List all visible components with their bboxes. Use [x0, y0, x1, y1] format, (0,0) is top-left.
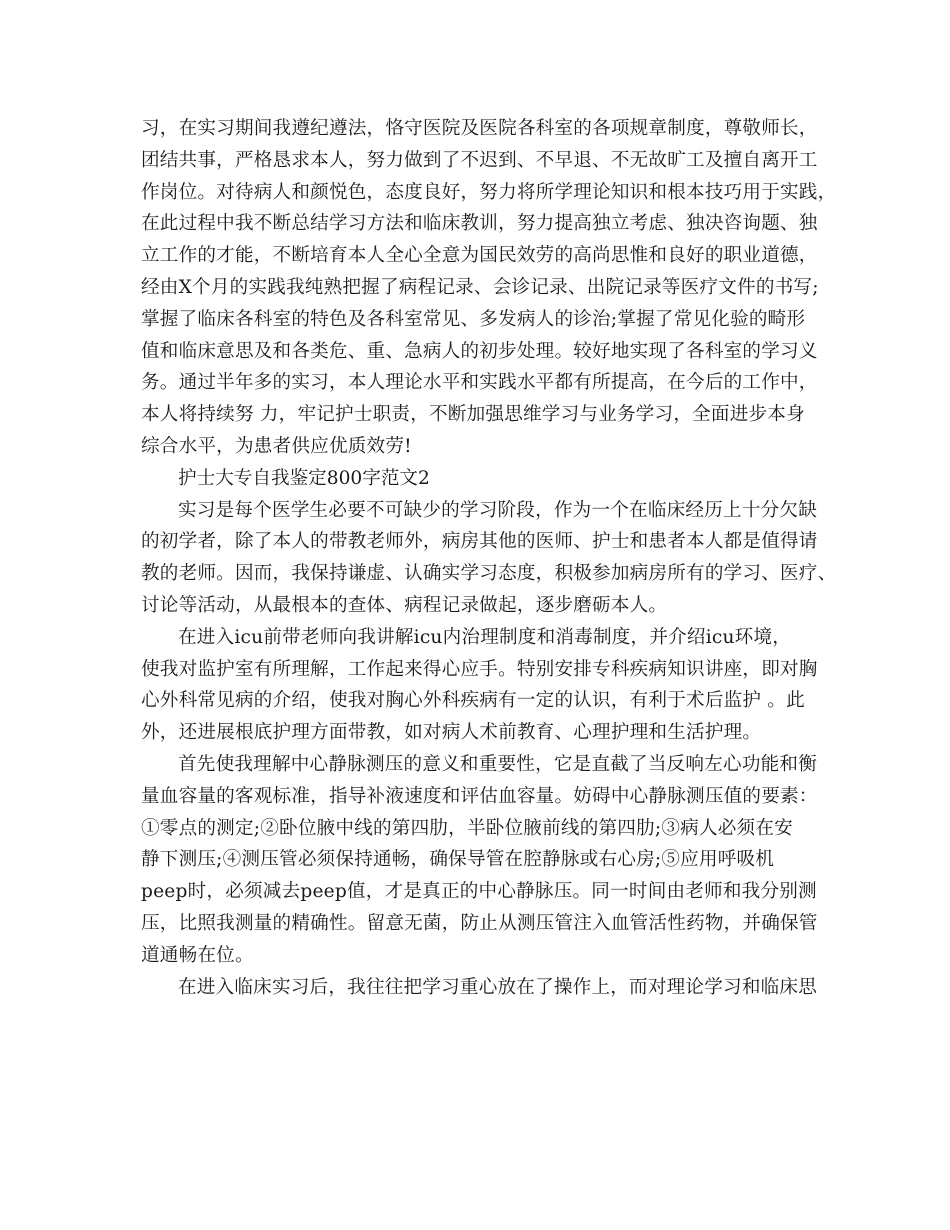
- text-line: 本人将持续努 力，牢记护士职责，不断加强思维学习与业务学习，全面进步本身: [141, 404, 805, 426]
- text-line: 道通畅在位。: [141, 944, 254, 966]
- text-line: 经由X个月的实践我纯熟把握了病程记录、会诊记录、出院记录等医疗文件的书写;: [141, 276, 819, 298]
- text-line: 的初学者，除了本人的带教老师外，病房其他的医师、护士和患者本人都是值得请: [141, 531, 818, 553]
- paragraph-5: [141, 972, 817, 1004]
- text-line: 使我对监护室有所理解，工作起来得心应手。特别安排专科疾病知识讲座，即对胸: [141, 658, 818, 680]
- document-body: [141, 113, 837, 1003]
- text-line: 讨论等活动，从最根本的查体、病程记录做起，逐步磨砺本人。: [141, 594, 668, 616]
- text-line: 务。通过半年多的实习，本人理论水平和实践水平都有所提高，在今后的工作中，: [141, 372, 818, 394]
- paragraph-1: [141, 113, 837, 463]
- text-line: 掌握了临床各科室的特色及各科室常见、多发病人的诊治;掌握了常见化验的畸形: [141, 308, 806, 330]
- text-line: 习，在实习期间我遵纪遵法，恪守医院及医院各科室的各项规章制度，尊敬师长，: [141, 118, 818, 139]
- text-line: 在进入icu前带老师向我讲解icu内治理制度和消毒制度，并介绍icu环境，: [178, 626, 792, 648]
- paragraph-4: [141, 749, 817, 972]
- text-line: 团结共事，严格恳求本人，努力做到了不迟到、不早退、不无故旷工及擅自离开工: [141, 149, 818, 171]
- text-line: 作岗位。对待病人和颜悦色，态度良好，努力将所学理论知识和根本技巧用于实践，: [141, 181, 837, 203]
- text-line: 首先使我理解中心静脉测压的意义和重要性，它是直截了当反响左心功能和衡: [178, 753, 817, 775]
- text-line: 教的老师。因而，我保持谦虚、认确实学习态度，积极参加病房所有的学习、医疗、: [141, 563, 837, 585]
- text-line: 立工作的才能，不断培育本人全心全意为国民效劳的高尚思惟和良好的职业道德，: [141, 245, 818, 267]
- text-line: 量血容量的客观标准，指导补液速度和评估血容量。妨碍中心静脉测压值的要素：: [141, 785, 818, 807]
- text-line: 值和临床意思及和各类危、重、急病人的初步处理。较好地实现了各科室的学习义: [141, 340, 818, 362]
- text-line: peep时，必须减去peep值，才是真正的中心静脉压。同一时间由老师和我分别测: [141, 881, 817, 903]
- text-line: 外，还进展根底护理方面带教，如对病人术前教育、心理护理和生活护理。: [141, 722, 762, 744]
- text-line: 心外科常见病的介绍，使我对胸心外科疾病有一定的认识，有利于术后监护 。此: [141, 690, 805, 712]
- text-line: ①零点的测定;②卧位腋中线的第四肋，半卧位腋前线的第四肋;③病人必须在安: [141, 817, 793, 839]
- section-heading: 护士大专自我鉴定800字范文2: [178, 467, 430, 489]
- text-line: 综合水平，为患者供应优质效劳!: [141, 435, 412, 457]
- text-line: 在此过程中我不断总结学习方法和临床教训，努力提高独立考虑、独决咨询题、独: [141, 213, 818, 235]
- text-line: 静下测压;④测压管必须保持通畅，确保导管在腔静脉或右心房;⑤应用呼吸机: [141, 849, 775, 871]
- text-line: 在进入临床实习后，我往往把学习重心放在了操作上，而对理论学习和临床思: [178, 976, 817, 998]
- paragraph-3: [141, 622, 817, 749]
- paragraph-2: [141, 495, 837, 622]
- text-line: 实习是每个医学生必要不可缺少的学习阶段，作为一个在临床经历上十分欠缺: [178, 499, 817, 521]
- text-line: 压，比照我测量的精确性。留意无菌，防止从测压管注入血管活性药物，并确保管: [141, 912, 818, 934]
